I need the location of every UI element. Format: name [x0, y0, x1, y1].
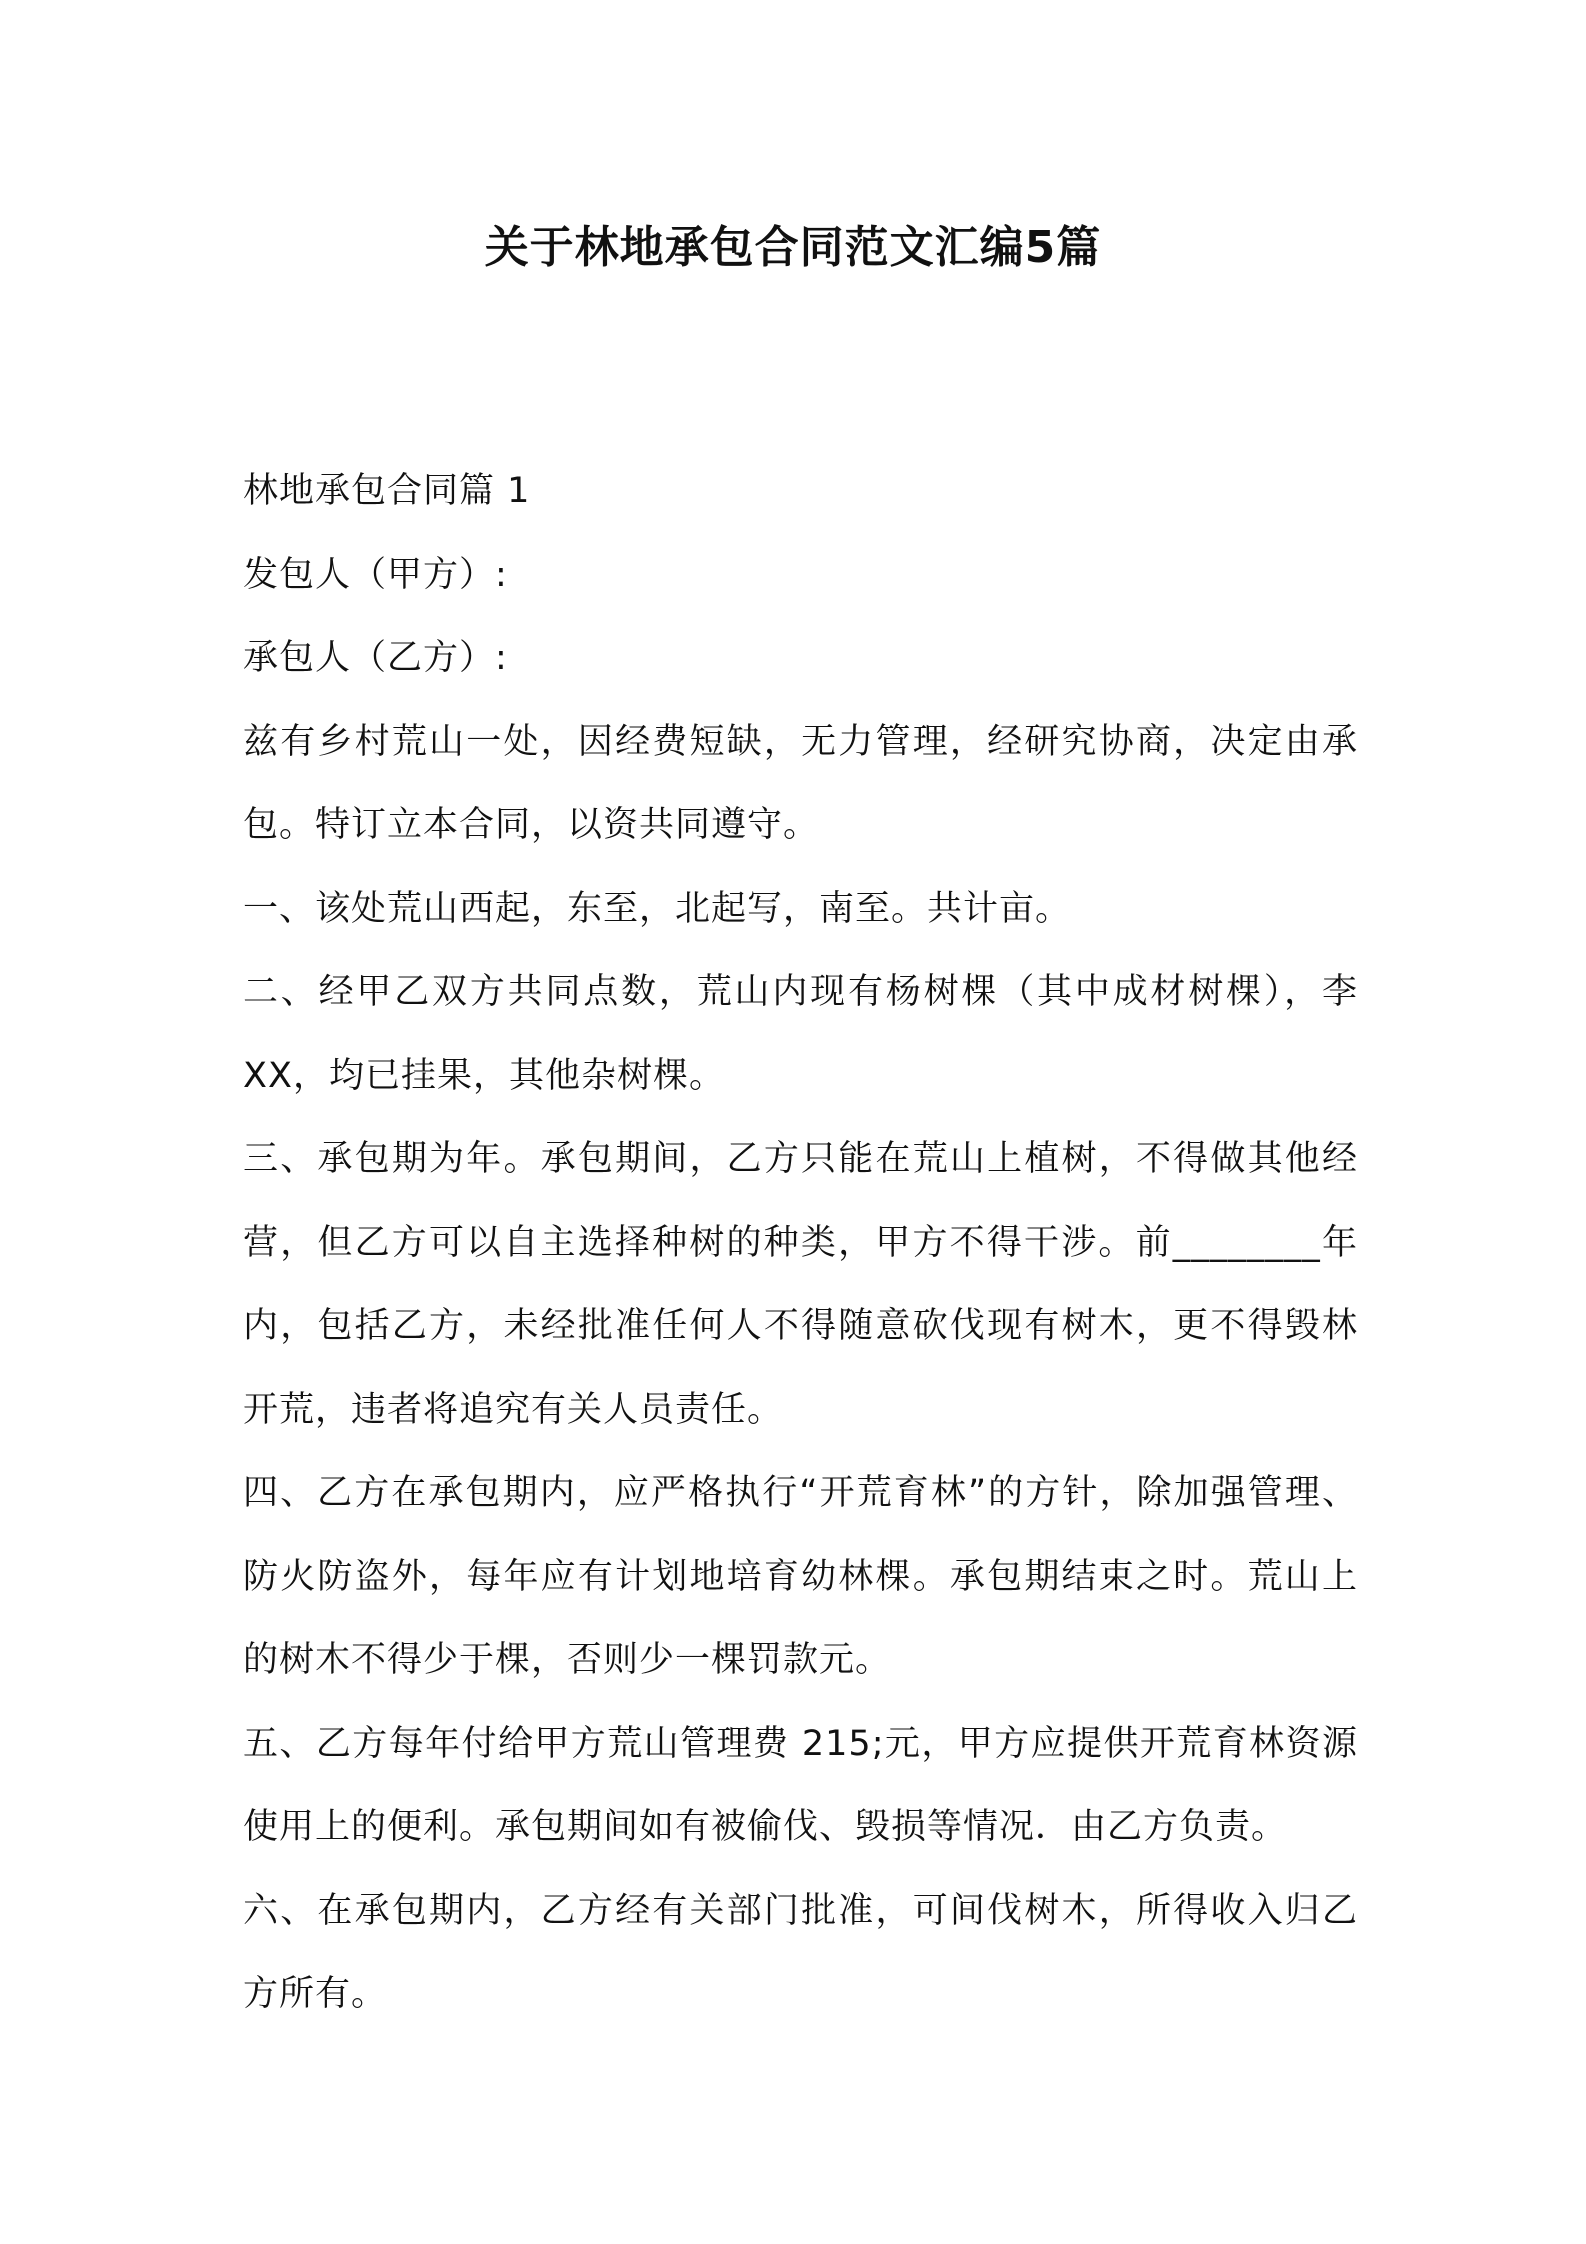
document-body [243, 450, 1358, 2037]
clause-4: 四、乙方在承包期内，应严格执行“开荒育林”的方针，除加强管理、防火防盗外，每年应有计划地培育幼林棵。承包期结束之时。荒山上的树木不得少于棵，否则少一棵罚款元。 [243, 1473, 1358, 1680]
section-heading: 林地承包合同篇 1 [243, 471, 531, 511]
document-title: 关于林地承包合同范文汇编5篇 [484, 222, 1102, 273]
clause-2: 二、经甲乙双方共同点数，荒山内现有杨树棵（其中成材树棵），李XX，均已挂果，其他杂树棵。 [243, 972, 1358, 1096]
clause-6: 六、在承包期内，乙方经有关部门批准，可间伐树木，所得收入归乙方所有。 [243, 1890, 1358, 2014]
party-b-line: 承包人（乙方）: [243, 638, 508, 678]
party-a-line: 发包人（甲方）: [243, 554, 508, 595]
intro-paragraph: 兹有乡村荒山一处，因经费短缺，无力管理，经研究协商，决定由承包。特订立本合同，以资共同遵守。 [243, 721, 1358, 845]
clause-3: 三、承包期为年。承包期间，乙方只能在荒山上植树，不得做其他经营，但乙方可以自主选择种树的种类，甲方不得干涉。前________年内，包括乙方，未经批准任何人不得随意砍伐现有树木，更不得毁林开荒，违者将追究有关人员责任。 [243, 1139, 1358, 1430]
clause-1: 一、该处荒山西起，东至，北起写，南至。共计亩。 [243, 888, 1072, 929]
clause-5: 五、乙方每年付给甲方荒山管理费 215;元，甲方应提供开荒育林资源使用上的便利。承包期间如有被偷伐、毁损等情况．由乙方负责。 [243, 1723, 1358, 1847]
